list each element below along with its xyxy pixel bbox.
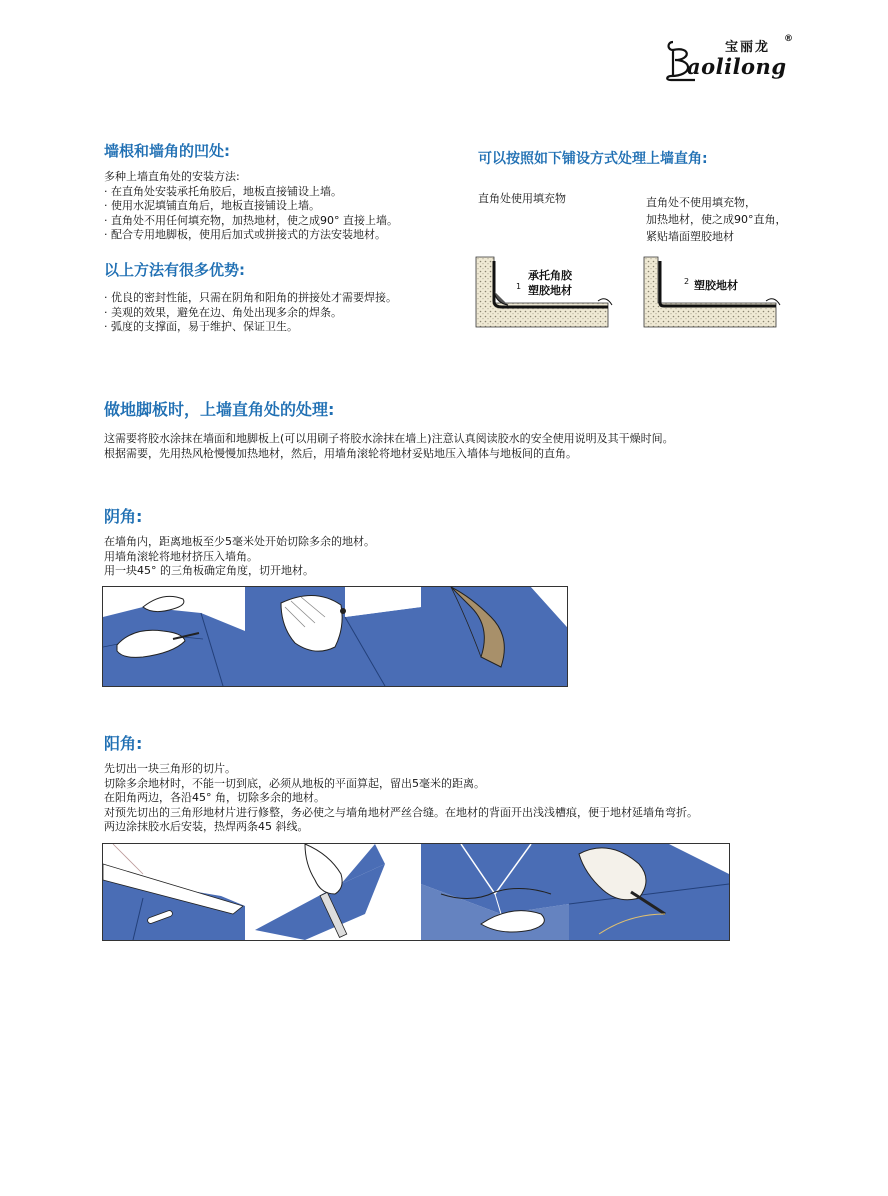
illustration-outer-corner-trim <box>245 844 422 940</box>
text-line: · 弧度的支撑面，易于维护、保证卫生。 <box>104 320 298 333</box>
text-line: 用墙角滚轮将地材挤压入墙角。 <box>104 549 258 563</box>
logo-english-name: aolilong <box>687 54 787 79</box>
text-line: 这需要将胶水涂抹在墙面和地脚板上(可以用刷子将胶水涂抹在墙上)注意认真阅读胶水的安全使用说明及其干燥时间。 <box>104 432 674 445</box>
text-line: 在阳角两边，各沿45° 角，切除多余的地材。 <box>104 791 325 804</box>
text-line: · 直角处不用任何填充物，加热地材，使之成90° 直接上墙。 <box>104 213 398 227</box>
label-vinyl-flooring: 塑胶地材 <box>694 279 738 292</box>
illustration-outer-corner-fit <box>421 844 570 940</box>
illustration-strip-outer-corner <box>102 843 730 941</box>
callout-number-2: 2 <box>684 277 690 286</box>
registered-mark: ® <box>784 34 793 44</box>
text-line: 用一块45° 的三角板确定角度，切开地材。 <box>104 564 314 577</box>
section-body-wall-base <box>104 170 464 243</box>
text-line: 多种上墙直角处的安装方法: <box>104 170 240 183</box>
text-line: 加热地材，使之成90°直角， <box>646 213 787 226</box>
caption-with-filler: 直角处使用填充物 <box>478 192 566 205</box>
text-line: · 使用水泥填铺直角后，地板直接铺设上墙。 <box>104 199 320 212</box>
section-title-laying-method: 可以按照如下铺设方式处理上墙直角: <box>478 151 708 167</box>
text-line: 在墙角内，距离地板至少5毫米处开始切除多余的地材。 <box>104 535 375 548</box>
label-support-profile: 承托角胶 <box>528 269 572 282</box>
illustration-inner-corner-roller <box>245 587 422 686</box>
text-line: 根据需要，先用热风枪慢慢加热地材，然后，用墙角滚轮将地材妥贴地压入墙体与地板间的直角。 <box>104 446 577 460</box>
section-body-inner-corner <box>104 535 504 579</box>
diagram-corner-with-filler <box>474 255 614 335</box>
text-line: · 在直角处安装承托角胶后，地板直接铺设上墙。 <box>104 184 342 198</box>
text-line: 两边涂抹胶水后安装，热焊两条45 斜线。 <box>104 820 309 833</box>
section-title-inner-corner: 阴角: <box>104 507 143 526</box>
text-line: 紧贴墙面塑胶地材 <box>646 230 734 243</box>
section-title-skirting: 做地脚板时，上墙直角处的处理: <box>104 400 335 419</box>
section-title-advantages: 以上方法有很多优势: <box>104 261 245 279</box>
text-line: · 配合专用地脚板，使用后加式或拼接式的方法安装地材。 <box>104 228 386 241</box>
callout-number-1: 1 <box>516 282 522 291</box>
illustration-inner-corner-fold <box>421 587 567 686</box>
section-body-advantages <box>104 291 464 335</box>
illustration-outer-corner-weld <box>569 844 729 940</box>
section-title-wall-base: 墙根和墙角的凹处: <box>104 142 230 160</box>
text-line: · 优良的密封性能，只需在阴角和阳角的拼接处才需要焊接。 <box>104 291 397 304</box>
text-line: 直角处不使用填充物， <box>646 196 756 209</box>
caption-without-filler <box>646 194 816 245</box>
illustration-inner-corner-cut <box>103 587 246 686</box>
text-line: · 美观的效果，避免在边、角处出现多余的焊条。 <box>104 305 342 319</box>
section-body-skirting <box>104 432 764 461</box>
section-body-outer-corner <box>104 762 764 835</box>
illustration-strip-inner-corner <box>102 586 568 687</box>
brand-logo <box>665 34 795 84</box>
logo-chinese-name: 宝丽龙 <box>725 40 771 55</box>
text-line: 先切出一块三角形的切片。 <box>104 762 236 775</box>
text-line: 对预先切出的三角形地材片进行修整，务必使之与墙角地材严丝合缝。在地材的背面开出浅浅槽痕，便于地材延墙角弯折。 <box>104 805 698 819</box>
label-vinyl-flooring: 塑胶地材 <box>528 284 572 297</box>
section-title-outer-corner: 阳角: <box>104 734 143 753</box>
illustration-outer-corner-triangle-cut <box>103 844 246 940</box>
diagram-corner-without-filler <box>642 255 782 335</box>
text-line: 切除多余地材时，不能一切到底，必须从地板的平面算起，留出5毫米的距离。 <box>104 776 485 790</box>
